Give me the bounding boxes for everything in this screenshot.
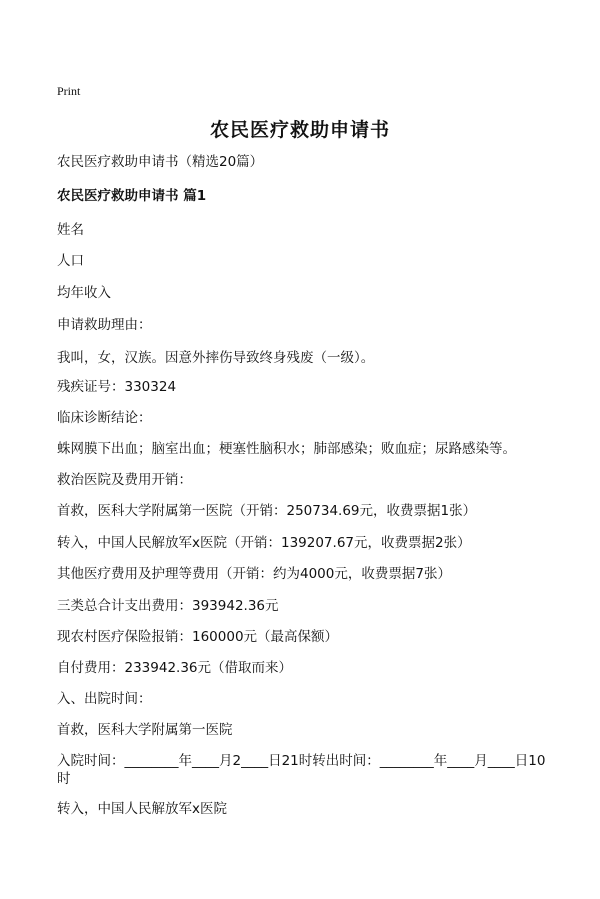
cost-line-transfer: 转入，中国人民解放军x医院（开销：139207.67元，收费票据2张）: [57, 535, 471, 551]
admission-label: 入、出院时间：: [57, 691, 152, 707]
diagnosis-text: 蛛网膜下出血；脑室出血；梗塞性脑积水；肺部感染；败血症；尿路感染等。: [57, 441, 516, 457]
cost-line-other: 其他医疗费用及护理等费用（开销：约为4000元，收费票据7张）: [57, 566, 451, 582]
reason-label: 申请救助理由：: [57, 317, 152, 333]
disability-id: 残疾证号：330324: [57, 379, 177, 395]
field-population: 人口: [57, 253, 84, 269]
self-paid: 自付费用：233942.36元（借取而来）: [57, 660, 293, 676]
admission-times: 入院时间：________年____月2____日21时转出时间：________年____月____日10时: [57, 753, 546, 787]
field-name: 姓名: [57, 222, 84, 238]
subtitle: 农民医疗救助申请书（精选20篇）: [57, 154, 264, 170]
total-cost: 三类总合计支出费用：393942.36元: [57, 598, 279, 614]
document-title: 农民医疗救助申请书: [209, 119, 390, 141]
insurance-reimbursement: 现农村医疗保险报销：160000元（最高保额）: [57, 629, 339, 645]
reason-text: 我叫，女，汉族。因意外摔伤导致终身残废（一级）。: [57, 350, 375, 366]
transfer-hospital: 转入，中国人民解放军x医院: [57, 801, 227, 817]
field-income: 均年收入: [57, 285, 111, 301]
diagnosis-label: 临床诊断结论：: [57, 410, 152, 426]
hospital-costs-label: 救治医院及费用开销：: [57, 472, 192, 488]
print-label: Print: [57, 84, 81, 98]
cost-line-first: 首救，医科大学附属第一医院（开销：250734.69元，收费票据1张）: [57, 503, 477, 519]
first-hospital: 首救，医科大学附属第一医院: [57, 722, 233, 738]
section-heading: 农民医疗救助申请书 篇1: [57, 188, 207, 204]
